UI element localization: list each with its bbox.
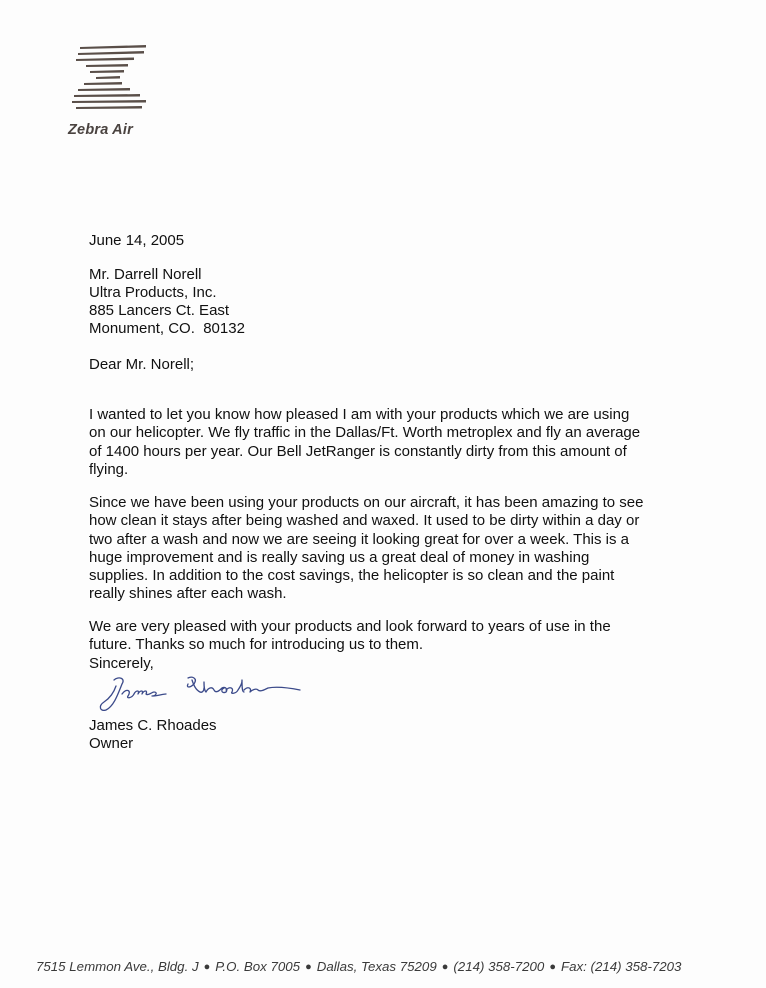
bullet-separator: ● (441, 961, 449, 973)
footer-address: 7515 Lemmon Ave., Bldg. J (36, 959, 199, 974)
recipient-city-line: Monument, CO. 80132 (89, 320, 245, 337)
footer-city: Dallas, Texas 75209 (316, 959, 437, 974)
letter-date: June 14, 2005 (89, 232, 185, 249)
body-paragraph-3: We are very pleased with your products and look forward to years of use in the future. Thanks so much for introducing us to them. (89, 618, 611, 654)
body-paragraph-1: I wanted to let you know how pleased I am with your products which we are using on our helicopter. We fly traffic in the Dallas/Ft. Worth metroplex and fly an average of 1400 hours per year. Our Bell JetRanger is constantly dirty from this amount of flying. (89, 406, 641, 478)
bullet-separator: ● (549, 961, 556, 973)
recipient-company: Ultra Products, Inc. (89, 284, 217, 301)
body-paragraph-2: Since we have been using your products on our aircraft, it has been amazing to see how clean it stays after being washed and waxed. It used to be dirty within a day or two after a wash and now we are seeing it looking great for over a week. This is a huge improvement and is really saving us a great deal of money in washing supplies. In addition to the cost savings, the helicopter is so clean and the paint really shines after each wash. (89, 494, 644, 603)
recipient-address (89, 266, 245, 338)
recipient-street: 885 Lancers Ct. East (89, 302, 230, 319)
closing: Sincerely, (89, 655, 154, 672)
company-name: Zebra Air (68, 122, 133, 138)
recipient-name: Mr. Darrell Norell (89, 266, 202, 283)
letterhead-footer (36, 959, 736, 974)
footer-phone: (214) 358-7200 (453, 959, 545, 974)
footer-fax: Fax: (214) 358-7203 (560, 959, 682, 974)
signer-title: Owner (89, 735, 134, 752)
footer-po-box: P.O. Box 7005 (215, 959, 301, 974)
salutation: Dear Mr. Norell; (89, 356, 195, 373)
signer-block (89, 717, 217, 753)
bullet-separator: ● (203, 961, 211, 973)
signer-name: James C. Rhoades (89, 717, 217, 734)
handwritten-signature (92, 672, 312, 718)
bullet-separator: ● (305, 961, 312, 973)
